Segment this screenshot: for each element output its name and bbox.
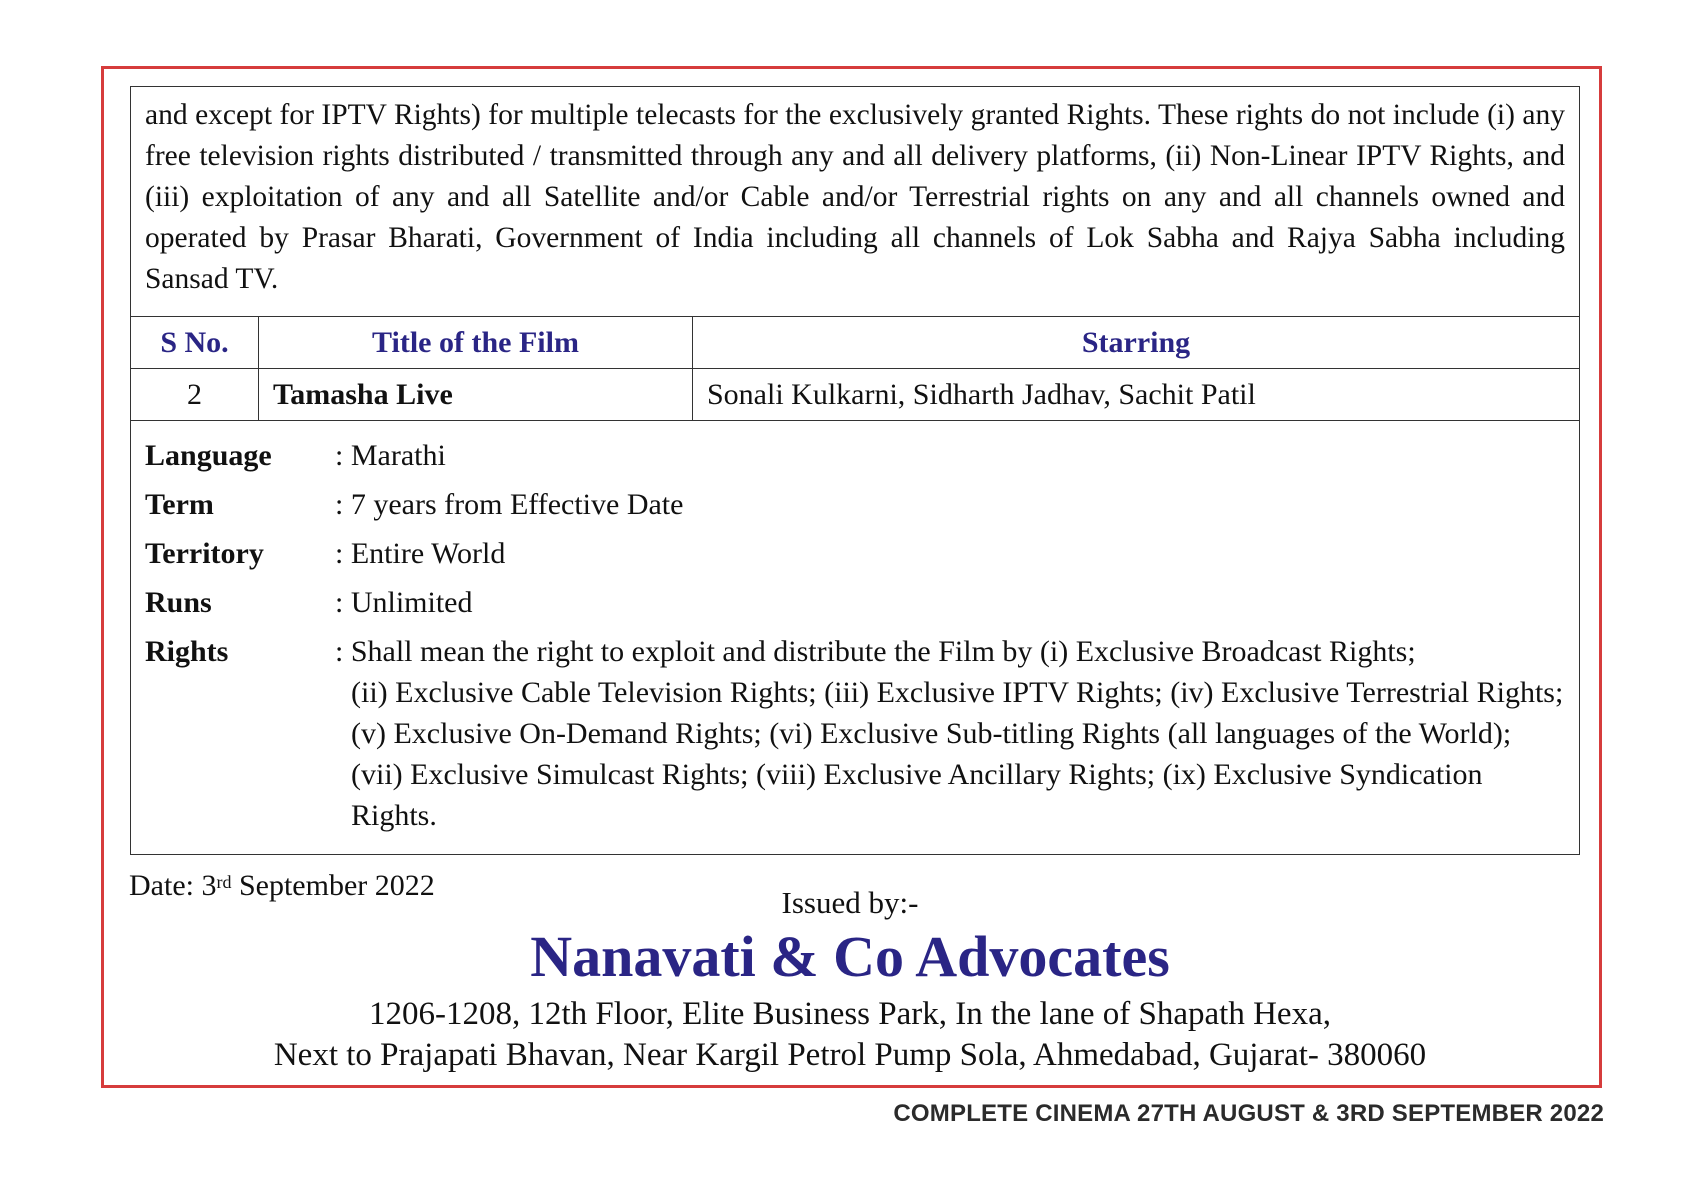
firm-name: Nanavati & Co Advocates [530,924,1170,989]
term-value: : 7 years from Effective Date [335,488,684,521]
detail-rights [145,631,1565,836]
date-ordinal: rd [216,872,232,892]
cell-starring: Sonali Kulkarni, Sidharth Jadhav, Sachit Patil [693,369,1580,421]
territory-label: Territory [145,537,264,570]
table-header-row [131,317,1580,369]
issued-by: Issued by:- [781,885,919,920]
rights-continued: (ii) Exclusive Cable Television Rights; (iii) Exclusive IPTV Rights; (iv) Exclusive Terrestrial Rights; (v) Exclusive On-Demand Rights; (vi) Exclusive Sub-titling Rights (all languages of the World); (vii) Exclusive Simulcast Rights; (viii) Exclusive Ancillary Rights; (ix) Exclusive Syndication Rights. [351,676,1564,832]
publication-footer: COMPLETE CINEMA 27TH AUGUST & 3RD SEPTEMBER 2022 [893,1100,1604,1127]
detail-runs [145,582,1565,631]
rights-first-line: : Shall mean the right to exploit and distribute the Film by (i) Exclusive Broadcast Rights; [335,635,1416,668]
runs-label: Runs [145,586,212,619]
header-title: Title of the Film [259,317,693,369]
detail-language [145,435,1565,484]
rights-text [335,631,1565,836]
rights-label: Rights [145,635,229,668]
cell-sno: 2 [131,369,259,421]
language-value: : Marathi [335,439,446,472]
address-line-2: Next to Prajapati Bhavan, Near Kargil Petrol Pump Sola, Ahmedabad, Gujarat- 380060 [273,1037,1427,1073]
header-sno: S No. [131,317,259,369]
territory-value: : Entire World [335,537,506,570]
address-line-1: 1206-1208, 12th Floor, Elite Business Park, In the lane of Shapath Hexa, [369,996,1331,1032]
header-starring: Starring [693,317,1580,369]
detail-term [145,484,1565,533]
runs-value: : Unlimited [335,586,473,619]
date-prefix: Date: 3 [129,869,217,902]
film-table [130,316,1580,421]
language-label: Language [145,439,272,472]
notice-box [130,86,1580,855]
cell-title: Tamasha Live [259,369,693,421]
date-suffix: September 2022 [231,869,435,902]
film-details [145,435,1565,836]
intro-paragraph: and except for IPTV Rights) for multiple telecasts for the exclusively granted Rights. These rights do not include (i) any free television rights distributed / transmitted through any and all delivery platforms, (ii) Non-Linear IPTV Rights, and (iii) exploitation of any and all Satellite and/or Cable and/or Terrestrial rights on any and all channels owned and operated by Prasar Bharati, Government of India including all channels of Lok Sabha and Rajya Sabha including Sansad TV. [145,99,1565,295]
detail-territory [145,533,1565,582]
table-row [131,369,1580,421]
term-label: Term [145,488,214,521]
